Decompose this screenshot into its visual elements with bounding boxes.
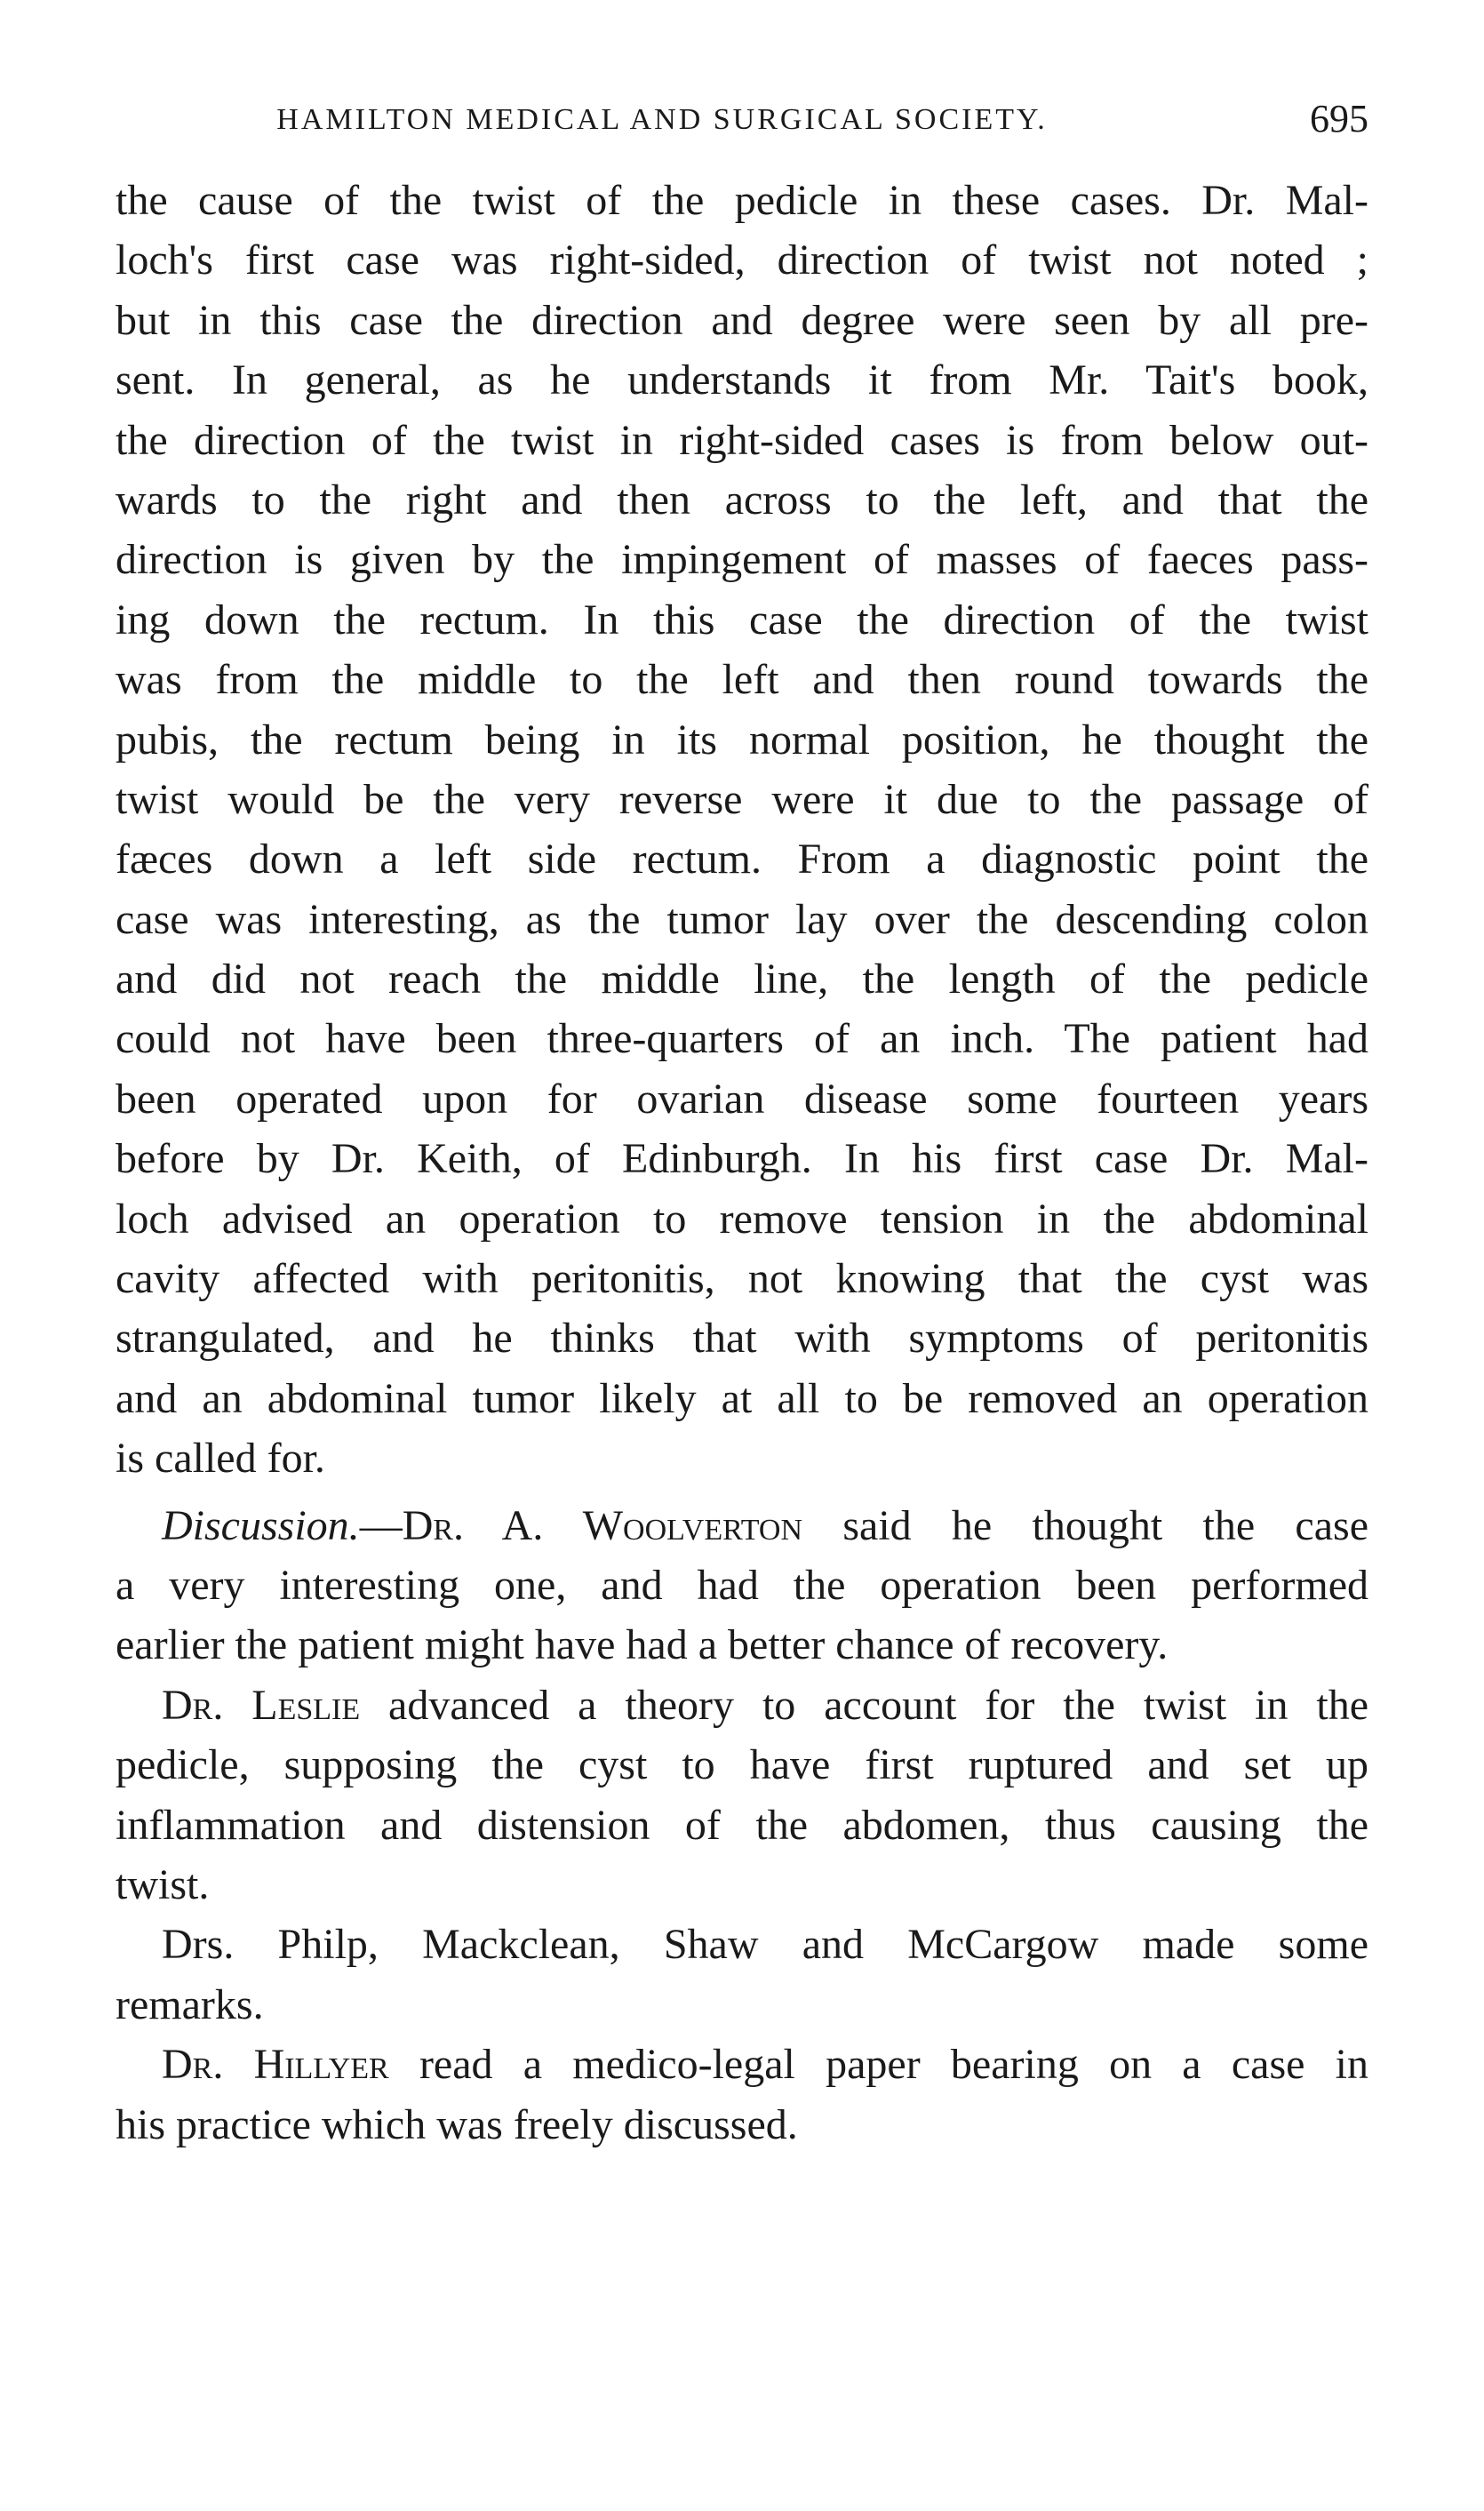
text-line: been operated upon for ovarian disease some fourteen years xyxy=(116,1075,1368,1123)
em-dash: — xyxy=(359,1501,403,1549)
paragraph-case-report xyxy=(116,171,1368,1489)
text-line: before by Dr. Keith, of Edinburgh. In his first case Dr. Mal- xyxy=(116,1135,1368,1183)
text-line: case was interesting, as the tumor lay over the descending colon xyxy=(116,895,1368,943)
text-line: twist. xyxy=(116,1860,210,1908)
speaker-name: Dr. A. Woolverton xyxy=(402,1501,803,1549)
text-line: sent. In general, as he understands it from Mr. Tait's book, xyxy=(116,356,1368,404)
text-line: pedicle, supposing the cyst to have first ruptured and set up xyxy=(116,1741,1368,1789)
text-line: loch's first case was right-sided, direction of twist not noted ; xyxy=(116,236,1368,284)
speaker-name: Dr. Leslie xyxy=(162,1681,361,1729)
text-line xyxy=(116,1675,1368,1735)
text-line: a very interesting one, and had the operation been performed xyxy=(116,1561,1368,1609)
text-line xyxy=(116,2035,1368,2094)
text-line: strangulated, and he thinks that with symptoms of peritonitis xyxy=(116,1315,1368,1363)
text-line: but in this case the direction and degree were seen by all pre- xyxy=(116,296,1368,344)
running-title: HAMILTON MEDICAL AND SURGICAL SOCIETY. xyxy=(276,103,1048,136)
text-line: and did not reach the middle line, the length of the pedicle xyxy=(116,956,1368,1004)
text-fragment: said he thought the case xyxy=(842,1501,1369,1549)
running-head xyxy=(116,96,1368,149)
text-line: cavity affected with peritonitis, not knowing that the cyst was xyxy=(116,1255,1368,1303)
text-line: direction is given by the impingement of masses of faeces pass- xyxy=(116,536,1368,584)
text-line xyxy=(116,1496,1368,1555)
text-line: could not have been three-quarters of an inch. The patient had xyxy=(116,1015,1368,1063)
discussion-label: Discussion. xyxy=(162,1501,360,1549)
text-line: remarks. xyxy=(116,1980,264,2028)
text-line: Drs. Philp, Mackclean, Shaw and McCargow made some xyxy=(162,1921,1368,1969)
text-line: loch advised an operation to remove tension in the abdominal xyxy=(116,1195,1368,1243)
text-line: is called for. xyxy=(116,1435,325,1483)
text-line: earlier the patient might have had a better chance of recovery. xyxy=(116,1621,1169,1669)
text-line: was from the middle to the left and then round towards the xyxy=(116,656,1368,704)
paragraph-remarks xyxy=(116,1915,1368,2035)
text-line: ing down the rectum. In this case the direction of the twist xyxy=(116,596,1368,644)
text-line: the cause of the twist of the pedicle in these cases. Dr. Mal- xyxy=(116,177,1368,224)
text-line: wards to the right and then across to the left, and that the xyxy=(116,476,1368,524)
body-text xyxy=(116,171,1368,2155)
text-line: inflammation and distension of the abdomen, thus causing the xyxy=(116,1801,1368,1849)
text-line: twist would be the very reverse were it due to the passage of xyxy=(116,775,1368,823)
text-line: his practice which was freely discussed. xyxy=(116,2100,798,2148)
page-number: 695 xyxy=(1310,97,1368,140)
text-line: and an abdominal tumor likely at all to be removed an operation xyxy=(116,1374,1368,1422)
text-line: the direction of the twist in right-sided cases is from below out- xyxy=(116,416,1368,464)
paragraph-discussion xyxy=(116,1496,1368,1675)
paragraph-hillyer xyxy=(116,2035,1368,2155)
text-line: pubis, the rectum being in its normal position, he thought the xyxy=(116,716,1368,764)
text-fragment: read a medico-legal paper bearing on a case in xyxy=(419,2041,1369,2089)
text-fragment: advanced a theory to account for the twist in the xyxy=(388,1681,1369,1729)
paragraph-leslie xyxy=(116,1675,1368,1915)
speaker-name: Dr. Hillyer xyxy=(162,2041,389,2089)
text-line: fæces down a left side rectum. From a diagnostic point the xyxy=(116,836,1368,884)
